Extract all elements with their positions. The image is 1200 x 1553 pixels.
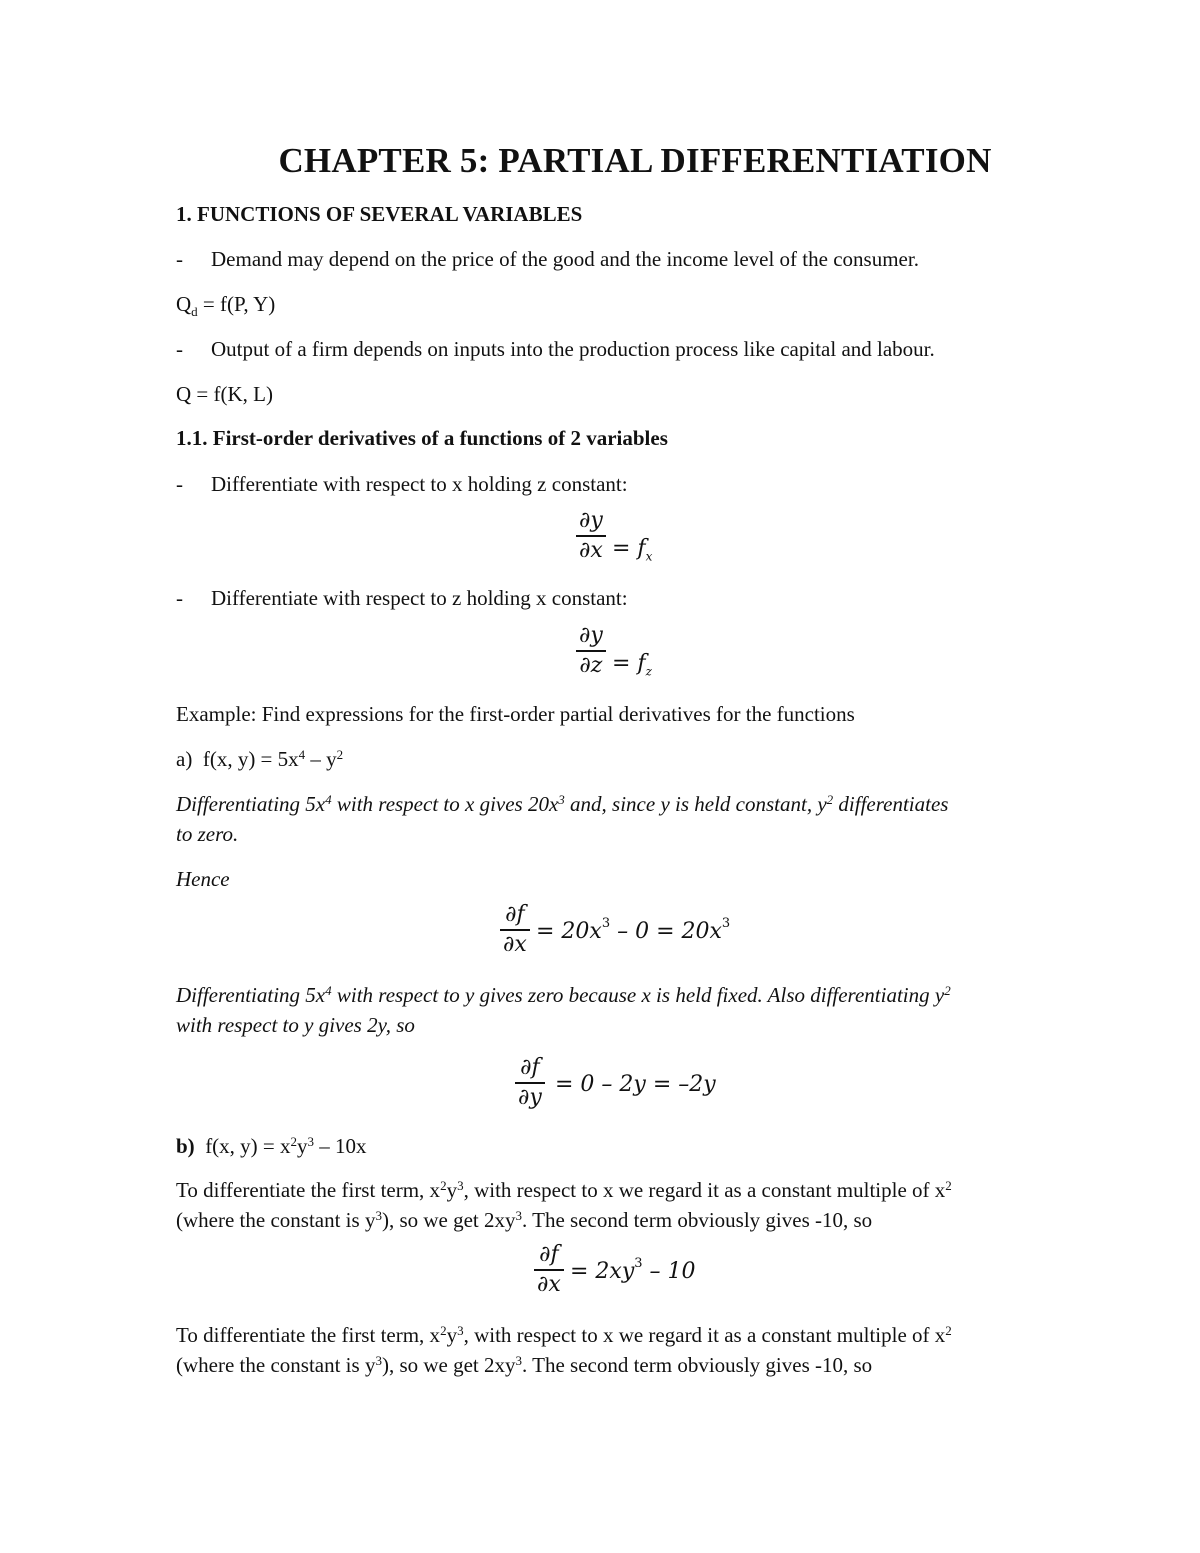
example-a: a) f(x, $y) = 5x^4 - y^2$ [176, 747, 344, 771]
explanation-line-2: to zero. [176, 822, 239, 846]
bullet-dash: - [176, 472, 183, 496]
example-b: b) f(x, $y) = x^2y^3 - 10x$ [176, 1134, 367, 1158]
paragraph-line-3: To differentiate the first term, $x^2y^3$, with respect to x we regard it as a constant multiple of $x^2$ [176, 1323, 952, 1347]
paragraph-line-4: (where the constant is $y^3$), so we get $2xy^3$. The second term obviously gives -10, so [176, 1353, 873, 1377]
paragraph-line-1: To differentiate the first term, $x^2y^3$, with respect to x we regard it as a constant multiple of $x^2$ [176, 1178, 952, 1202]
document-page: CHAPTER 5: PARTIAL DIFFERENTIATION 1. FUNCTIONS OF SEVERAL VARIABLES - Demand may depend on the price of the good and the income level of the consumer. $Q_d = f(P$, Y) - Output of a firm depends on inputs into the production process like capital and labour. Q = f(K, L) 1.1. First-order derivatives of a functions of 2 variables - Differentiate with respect to x holding z constant: ∂y ∂x = $f_x$ - Differentiate with respect to z holding x constant: ∂y ∂z = $f_z$ Example: Find expressions for the first-order partial derivatives for the functions a) f(x, $y) = 5x^4 - y^2$ Differentiating $5x^4$ with respect to x gives $20x^3$ and, since y is held constant, $y^2$ differentiates to zero. Hence ∂f ∂x = $20x^3 - 0 = 20x^3$ Differentiating $5x^4$ with respect to y gives zero because x is held fixed. Also differentiating $y^2$ with respect to y gives 2y, so ∂f ∂y = 0 – 2y = –2y b) f(x, $y) = x^2y^3 - 10x$ To differentiate the first term, $x^2y^3$, with respect to x we regard it as a constant multiple of $x^2$ (where the constant is $y^3$), so we get $2xy^3$. The second term obviously gives -10, so ∂f ∂x = $2xy^3 - 10$ To differentiate the first term, $x^2y^3$, with respect to x we regard it as a constant multiple of $x^2$ (where the constant is $y^3$), so we get $2xy^3$. The second term obviously gives -10, so [0, 0, 1200, 1553]
bullet-output: Output of a firm depends on inputs into the production process like capital and labour. [211, 337, 935, 361]
bullet-diff-z: Differentiate with respect to z holding x constant: [211, 586, 628, 610]
section-heading-1-1: 1.1. First-order derivatives of a functions of 2 variables [176, 426, 668, 450]
explanation-line-3: Differentiating $5x^4$ with respect to y gives zero because x is held fixed. Also differentiating $y^2$ [176, 983, 951, 1007]
bullet-diff-x: Differentiate with respect to x holding z constant: [211, 472, 628, 496]
example-intro: Example: Find expressions for the first-order partial derivatives for the functions [176, 702, 855, 726]
equation-q: Q = f(K, L) [176, 382, 273, 406]
equation-qd: $Q_d = f(P$, Y) [176, 292, 276, 320]
explanation-line-1: Differentiating $5x^4$ with respect to x gives $20x^3$ and, since y is held constant, $y^2$ differentiates [176, 792, 949, 816]
section-heading-1: 1. FUNCTIONS OF SEVERAL VARIABLES [176, 202, 583, 226]
hence-label: Hence [176, 867, 230, 891]
bullet-demand: Demand may depend on the price of the good and the income level of the consumer. [211, 247, 919, 271]
explanation-line-4: with respect to y gives 2y, so [176, 1013, 415, 1037]
paragraph-line-2: (where the constant is $y^3$), so we get $2xy^3$. The second term obviously gives -10, so [176, 1208, 873, 1232]
bullet-dash: - [176, 247, 183, 271]
chapter-title: CHAPTER 5: PARTIAL DIFFERENTIATION [278, 141, 992, 180]
bullet-dash: - [176, 586, 183, 610]
bullet-dash: - [176, 337, 183, 361]
